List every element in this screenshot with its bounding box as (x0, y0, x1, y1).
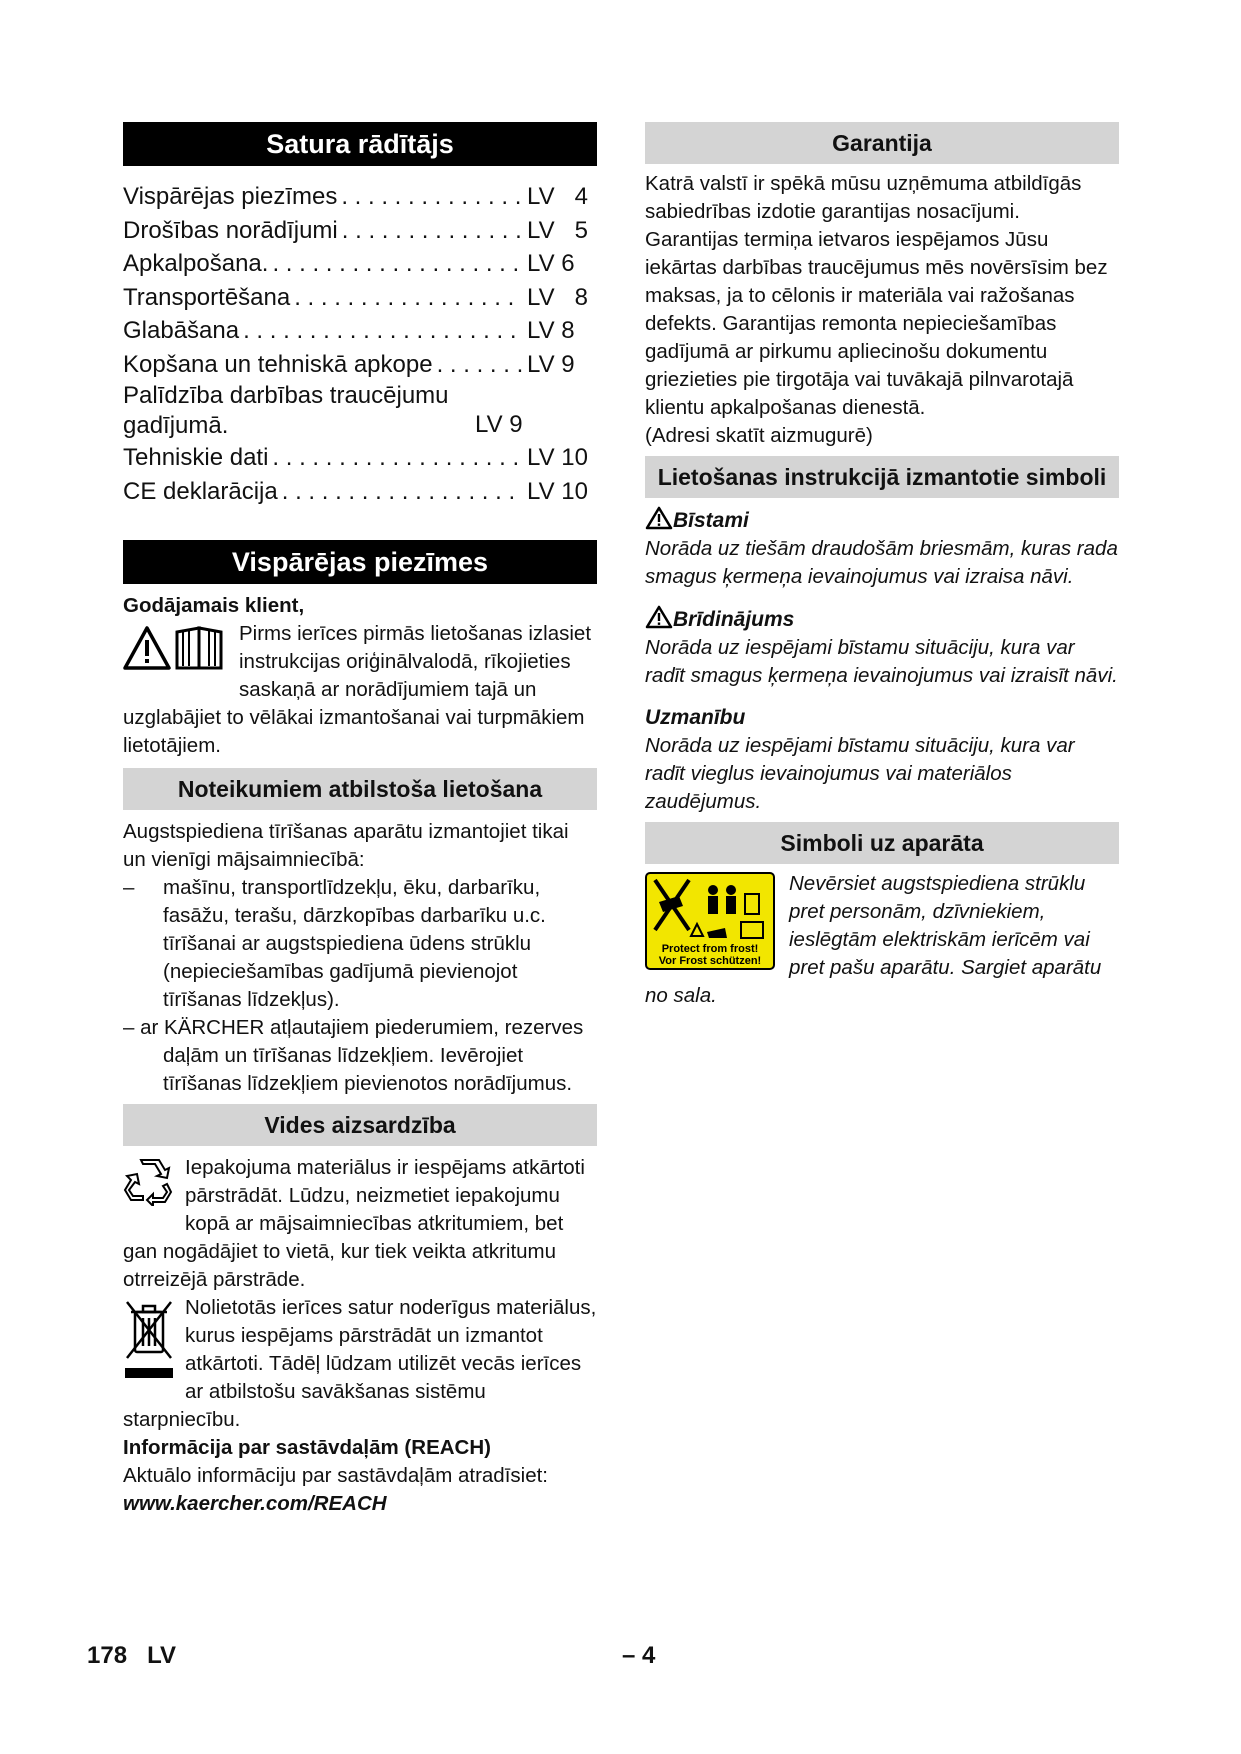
warning-text: Norāda uz iespējami bīstamu situāciju, kura var radīt smagus ķermeņa ievainojumus vai izraisīt nāvi. (645, 636, 1118, 687)
section-page-number: – 4 (622, 1642, 656, 1669)
toc-entry[interactable]: Transportēšana . . . LV 8 (123, 281, 597, 315)
frost-label-line2: Vor Frost schützen! (658, 955, 762, 967)
device-symbol-paragraph: Protect from frost! Vor Frost schützen! Nevērsiet augstspiediena strūklu pret personām, dzīvniekiem, ieslēgtām elektriskām ierīcēm vai pret pašu aparātu. Sargiet aparātu no sala. (645, 872, 1102, 1007)
usage-intro: Augstspiediena tīrīšanas aparātu izmantojiet tikai un vienīgi mājsaimniecībā: (123, 820, 569, 871)
warranty-heading: Garantija (645, 122, 1119, 164)
toc-entry[interactable]: Glabāšana . . . LV 8 (123, 314, 597, 348)
frost-warning-label-icon (645, 872, 775, 978)
toc-entry[interactable]: CE deklarācija . . . LV 10 (123, 475, 597, 509)
warranty-address: (Adresi skatīt aizmugurē) (645, 424, 873, 447)
frost-label-line1: Protect from frost! (661, 943, 759, 955)
page-number: 178 (87, 1642, 128, 1669)
toc-entry[interactable]: Vispārējas piezīmes . . . LV 4 (123, 180, 597, 214)
caution-title: Uzmanību (645, 706, 746, 729)
intended-use-heading: Noteikumiem atbilstoša lietošana (123, 768, 597, 810)
toc-entry[interactable]: Palīdzība darbības traucējumu gadījumā. LV 9 (123, 382, 523, 439)
warning-triangle-icon (645, 509, 673, 532)
warning-title: Brīdinājums (645, 605, 1119, 634)
right-column (645, 122, 1119, 1010)
reach-text: Aktuālo informāciju par sastāvdaļām atradīsiet: (123, 1464, 549, 1487)
warranty-text: Katrā valstī ir spēkā mūsu uzņēmuma atbildīgās sabiedrības izdotie garantijas nosacījumi. Garantijas termiņa ietvaros iespējamos Jūsu iekārtas darbības traucējumus mēs novērsīsim bez maksas, ja to cēlonis ir materiāla vai ražošanas defekts. Garantijas remonta nepieciešamības gadījumā ar pirkumu apliecinošu dokumentu griezieties pie tirgotāja vai tuvākajā pilnvarotajā klientu apkalpošanas dienestā. (645, 172, 1108, 419)
toc-entry[interactable]: Drošības norādījumi . . . LV 5 (123, 214, 597, 248)
toc-entry[interactable]: Apkalpošana. . . . LV 6 (123, 247, 597, 281)
warning-triangle-icon (645, 608, 673, 631)
danger-title: Bīstami (645, 506, 1119, 535)
greeting: Godājamais klient, (123, 594, 305, 617)
recycle-icon (123, 1158, 175, 1214)
warning-manual-icon (123, 624, 229, 680)
symbols-heading: Lietošanas instrukcijā izmantotie simboli (645, 456, 1119, 498)
footer-page-label (87, 1642, 176, 1670)
general-intro: Pirms ierīces pirmās lietošanas izlasiet instrukcijas oriģinālvalodā, rīkojieties saskaņā ar norādījumiem tajā un uzglabājiet to vēlākai izmantošanai vai turpmākiem lietotājiem. (123, 622, 592, 757)
table-of-contents (123, 180, 597, 508)
reach-link[interactable]: www.kaercher.com/REACH (123, 1492, 387, 1515)
device-symbols-heading: Simboli uz aparāta (645, 822, 1119, 864)
reach-heading: Informācija par sastāvdaļām (REACH) (123, 1436, 491, 1459)
usage-item: – mašīnu, transportlīdzekļu, ēku, darbarīku, fasāžu, terašu, dārzkopības darbarīku u.c. tīrīšanai ar augstspiediena ūdens strūklu (nepieciešamības gadījumā pievienojot tīrīšanas līdzekļus). (123, 876, 546, 1011)
weee-paragraph: Nolietotās ierīces satur noderīgus materiālus, kurus iespējams pārstrādāt un izmantot atkārtoti. Tādēļ lūdzam utilizēt vecās ierīces ar atbilstošu savākšanas sistēmu starpniecību. (123, 1296, 597, 1431)
recycle-paragraph: Iepakojuma materiālus ir iespējams atkārtoti pārstrādāt. Lūdzu, neizmetiet iepakojumu kopā ar mājsaimniecības atkritumiem, bet gan nogādājiet to vietā, kur tiek veikta atkritumu otrreizējā pārstrāde. (123, 1156, 585, 1291)
general-notes-heading: Vispārējas piezīmes (123, 540, 597, 584)
caution-text: Norāda uz iespējami bīstamu situāciju, kura var radīt vieglus ievainojumus vai materiālos zaudējumus. (645, 734, 1075, 813)
toc-heading: Satura rādītājs (123, 122, 597, 166)
left-column (123, 122, 597, 1518)
toc-entry[interactable]: Kopšana un tehniskā apkope . . . LV 9 (123, 348, 597, 382)
crossed-bin-icon (123, 1298, 175, 1388)
usage-item: – ar KÄRCHER atļautajiem piederumiem, rezerves daļām un tīrīšanas līdzekļiem. Ievērojiet tīrīšanas līdzekļiem pievienotos norādījumus. (123, 1016, 584, 1095)
toc-entry[interactable]: Tehniskie dati . . . LV 10 (123, 441, 597, 475)
environment-heading: Vides aizsardzība (123, 1104, 597, 1146)
danger-text: Norāda uz tiešām draudošām briesmām, kuras rada smagus ķermeņa ievainojumus vai izraisa nāvi. (645, 537, 1118, 588)
language-code: LV (147, 1642, 176, 1669)
